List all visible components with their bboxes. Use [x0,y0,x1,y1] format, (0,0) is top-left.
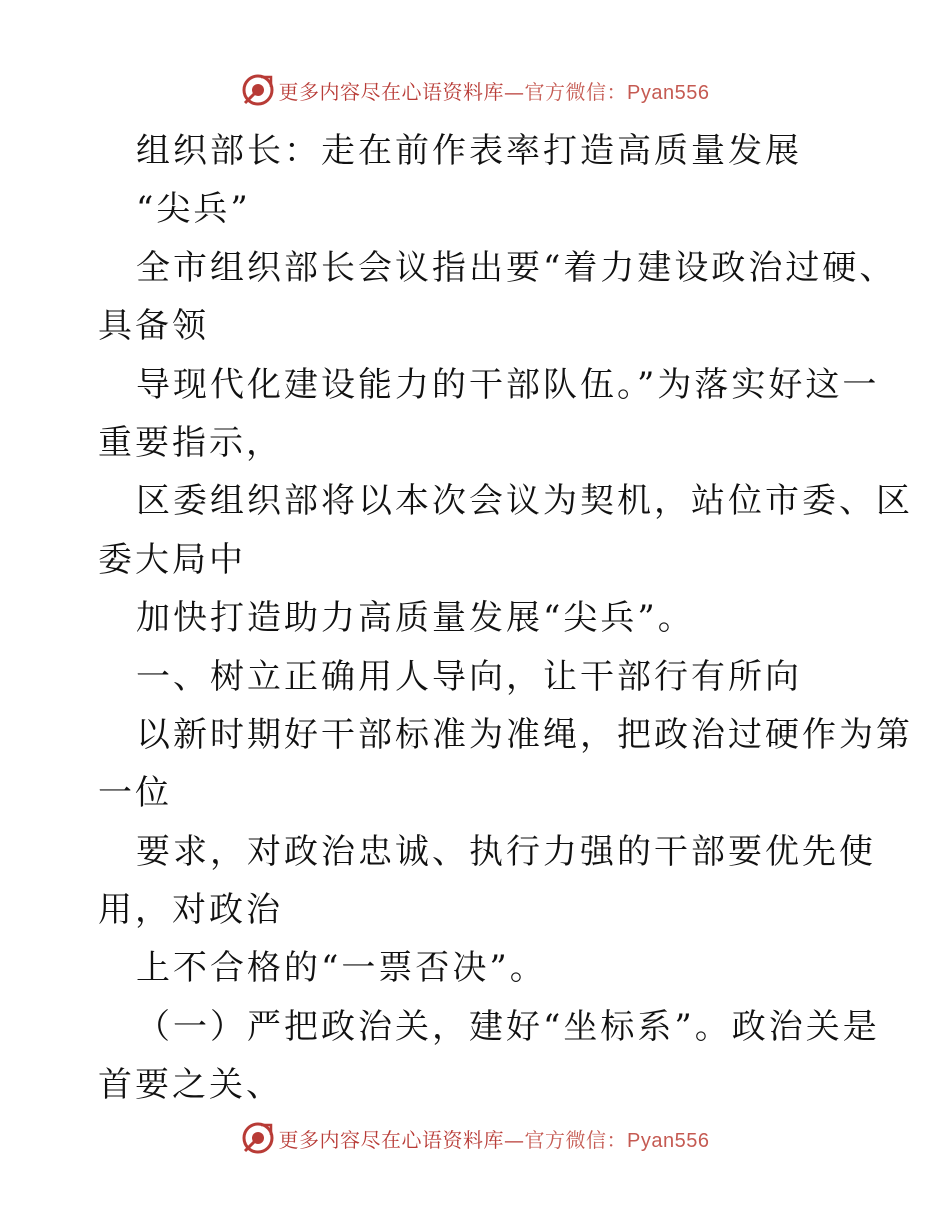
subsection-heading: （一）严把政治关，建好“坐标系”。政治关是 [136,1006,880,1047]
paragraph-line: 全市组织部长会议指出要“着力建设政治过硬、 [136,247,897,288]
paragraph-line: 首要之关、 [98,1065,283,1106]
paragraph-line: 具备领 [98,306,209,347]
paragraph-line: 用，对政治 [98,890,283,931]
footer-watermark [0,1118,950,1158]
pen-logo-icon [241,73,275,107]
watermark-text: 更多内容尽在心语资料库—官方微信：Pyan556 [278,1127,710,1152]
paragraph-line: 一位 [98,773,172,814]
watermark-text: 更多内容尽在心语资料库—官方微信：Pyan556 [278,79,710,104]
paragraph-line: 委大局中 [98,539,246,580]
document-body [98,122,913,1115]
pen-logo-icon [241,1121,275,1155]
paragraph-line: 以新时期好干部标准为准绳，把政治过硬作为第 [136,714,913,755]
paragraph-line: 上不合格的“一票否决”。 [136,948,547,989]
header-watermark [0,70,950,110]
paragraph-line: 重要指示， [98,422,283,463]
paragraph-line: 加快打造助力高质量发展“尖兵”。 [136,598,695,639]
paragraph-line: 导现代化建设能力的干部队伍。”为落实好这一 [136,364,880,405]
paragraph-line: 区委组织部将以本次会议为契机，站位市委、区 [136,481,913,522]
doc-title-line-2: “尖兵” [136,189,251,230]
section-heading: 一、树立正确用人导向，让干部行有所向 [136,656,802,697]
paragraph-line: 要求，对政治忠诚、执行力强的干部要优先使 [136,831,876,872]
doc-title-line-1: 组织部长：走在前作表率打造高质量发展 [136,131,802,171]
